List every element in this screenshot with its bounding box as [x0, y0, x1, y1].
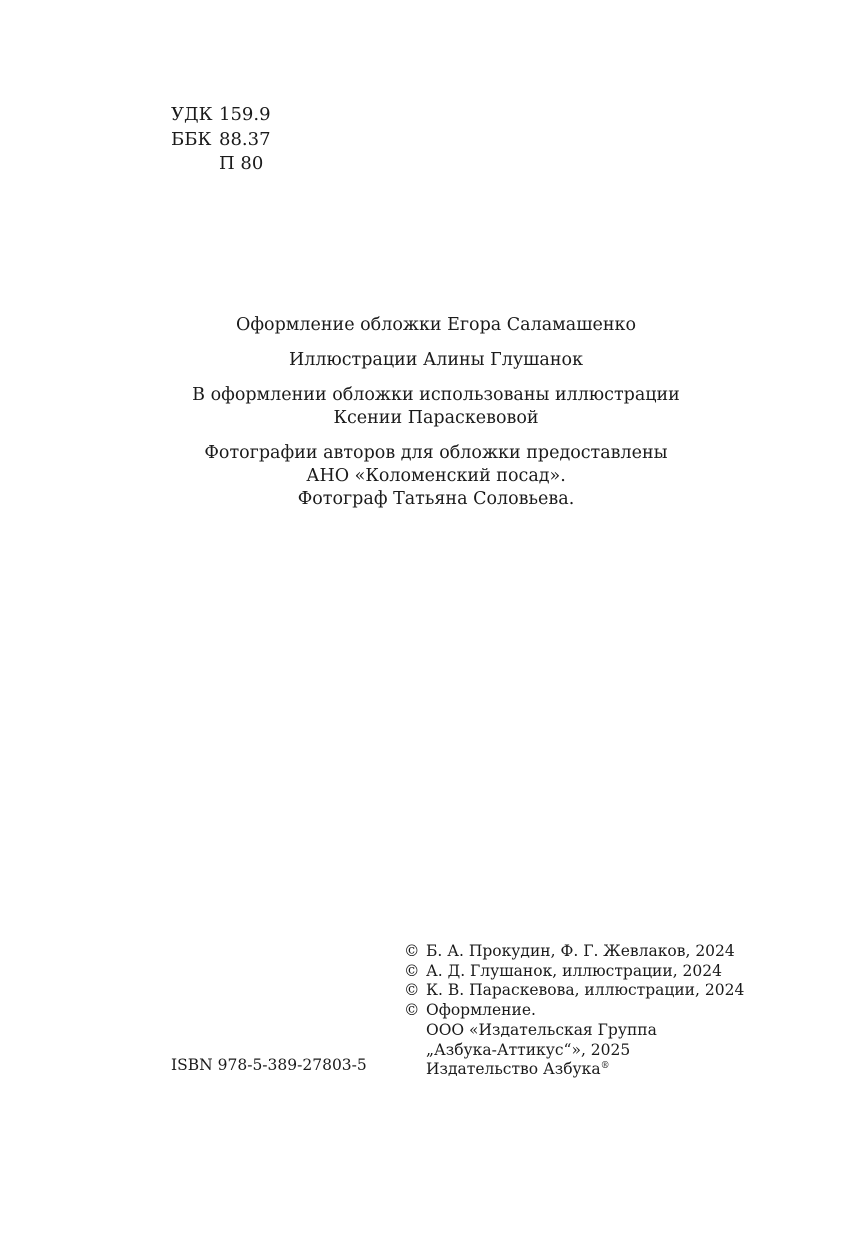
bbk-label: ББК [171, 128, 212, 150]
author-mark-value: П 80 [219, 153, 264, 174]
photos-credit [0, 442, 844, 511]
publisher-name: Издательство Азбука [426, 1060, 601, 1079]
registered-trademark-icon: ® [600, 1061, 610, 1072]
copyright-entry [404, 1001, 744, 1021]
copyright-text: Б. А. Прокудин, Ф. Г. Жевлаков, 2024 [426, 942, 735, 960]
copyright-entry [404, 942, 744, 962]
copyright-text: А. Д. Глушанок, иллюстрации, 2024 [426, 961, 722, 980]
copyright-icon: © [404, 961, 420, 980]
illustrations-credit [0, 349, 844, 372]
cover-design-credit [0, 314, 844, 337]
isbn: ISBN 978-5-389-27803-5 [171, 1056, 367, 1074]
credit-line: Фотограф Татьяна Соловьева. [297, 489, 575, 509]
credit-line: АНО «Коломенский посад». [306, 466, 566, 486]
bbk-value: 88.37 [219, 128, 271, 150]
credit-line: В оформлении обложки использованы иллюстрации [192, 385, 680, 405]
copyright-icon: © [404, 942, 420, 960]
udk-row [171, 103, 271, 128]
credits-block [0, 314, 844, 523]
classification-block [171, 103, 271, 177]
author-mark [171, 152, 271, 177]
copyright-text: К. В. Параскевова, иллюстрации, 2024 [426, 981, 745, 1000]
udk-label: УДК [171, 104, 213, 125]
udk-value: 159.9 [219, 104, 271, 125]
copyright-icon: © [404, 981, 420, 1000]
publisher-line: „Азбука-Аттикус“», 2025 [426, 1040, 631, 1059]
copyright-icon: © [404, 1001, 420, 1020]
cover-illustrations-credit [0, 384, 844, 430]
bbk-row [171, 128, 271, 153]
publisher-line [404, 1060, 744, 1080]
publisher-line: ООО «Издательская Группа [426, 1020, 657, 1039]
credit-line: Фотографии авторов для обложки предоставлены [204, 443, 668, 463]
credit-line: Ксении Параскевовой [333, 408, 539, 428]
credit-line: Оформление обложки Егора Саламашенко [236, 315, 636, 335]
credit-line: Иллюстрации Алины Глушанок [288, 350, 584, 370]
copyright-entry [404, 981, 744, 1001]
copyright-text: Оформление. [426, 1001, 536, 1020]
copyright-block [404, 942, 744, 1080]
copyright-entry [404, 962, 744, 982]
